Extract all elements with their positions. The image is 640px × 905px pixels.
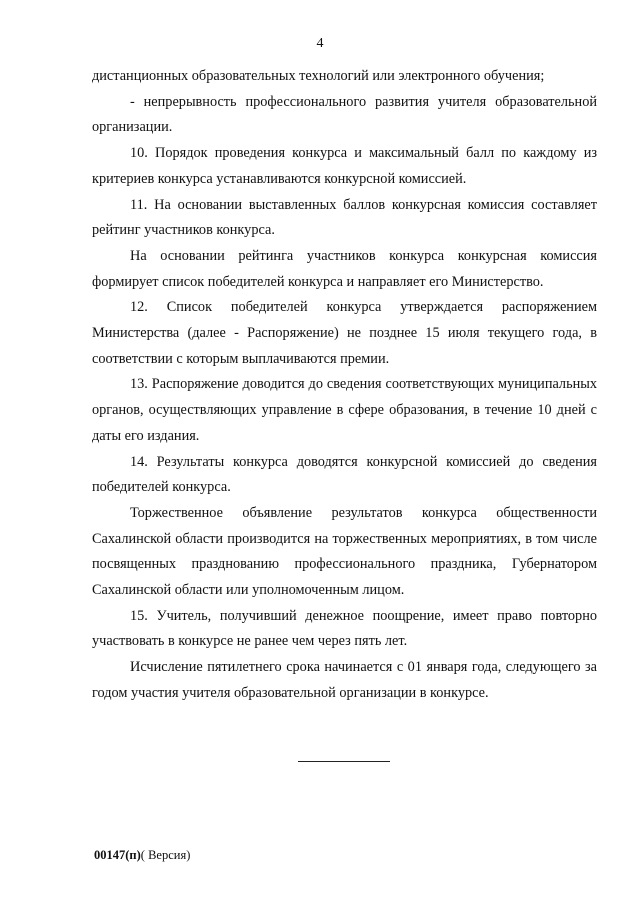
paragraph-clause-11: 11. На основании выставленных баллов конкурсная комиссия составляет рейтинг участников конкурса. bbox=[92, 196, 597, 239]
paragraph-continuation: дистанционных образовательных технологий или электронного обучения; bbox=[92, 68, 545, 84]
paragraph-clause-14: 14. Результаты конкурса доводятся конкурсной комиссией до сведения победителей конкурса. bbox=[92, 453, 597, 496]
paragraph-list-item: - непрерывность профессионального развития учителя образовательной организации. bbox=[92, 93, 597, 136]
paragraph-clause-11-continued: На основании рейтинга участников конкурса конкурсная комиссия формирует список победителей конкурса и направляет его Министерство. bbox=[92, 247, 597, 290]
end-separator-line bbox=[298, 761, 390, 762]
document-body bbox=[92, 64, 597, 707]
paragraph-clause-12: 12. Список победителей конкурса утверждается распоряжением Министерства (далее - Распоряжение) не позднее 15 июля текущего года, в соответствии с которым выплачиваются премии. bbox=[92, 299, 597, 367]
paragraph-clause-10: 10. Порядок проведения конкурса и максимальный балл по каждому из критериев конкурса устанавливаются конкурсной комиссией. bbox=[92, 145, 597, 187]
page-number: 4 bbox=[316, 36, 324, 51]
paragraph-clause-13: 13. Распоряжение доводится до сведения соответствующих муниципальных органов, осуществляющих управление в сфере образования, в течение 10 дней с даты его издания. bbox=[92, 376, 597, 444]
paragraph-clause-15-continued: Исчисление пятилетнего срока начинается с 01 января года, следующего за годом участия учителя образовательной организации в конкурсе. bbox=[92, 659, 597, 701]
document-footer bbox=[94, 848, 190, 863]
paragraph-clause-15: 15. Учитель, получивший денежное поощрение, имеет право повторно участвовать в конкурсе не ранее чем через пять лет. bbox=[92, 607, 597, 650]
document-version: ( Версия) bbox=[140, 848, 191, 862]
paragraph-clause-14-continued: Торжественное объявление результатов конкурса общественности Сахалинской области производится на торжественных мероприятиях, в том числе посвященных празднованию профессионального праздника, Губернатором Сахалинской области или уполномоченным лицом. bbox=[92, 504, 597, 599]
document-code: 00147(п) bbox=[94, 848, 141, 862]
